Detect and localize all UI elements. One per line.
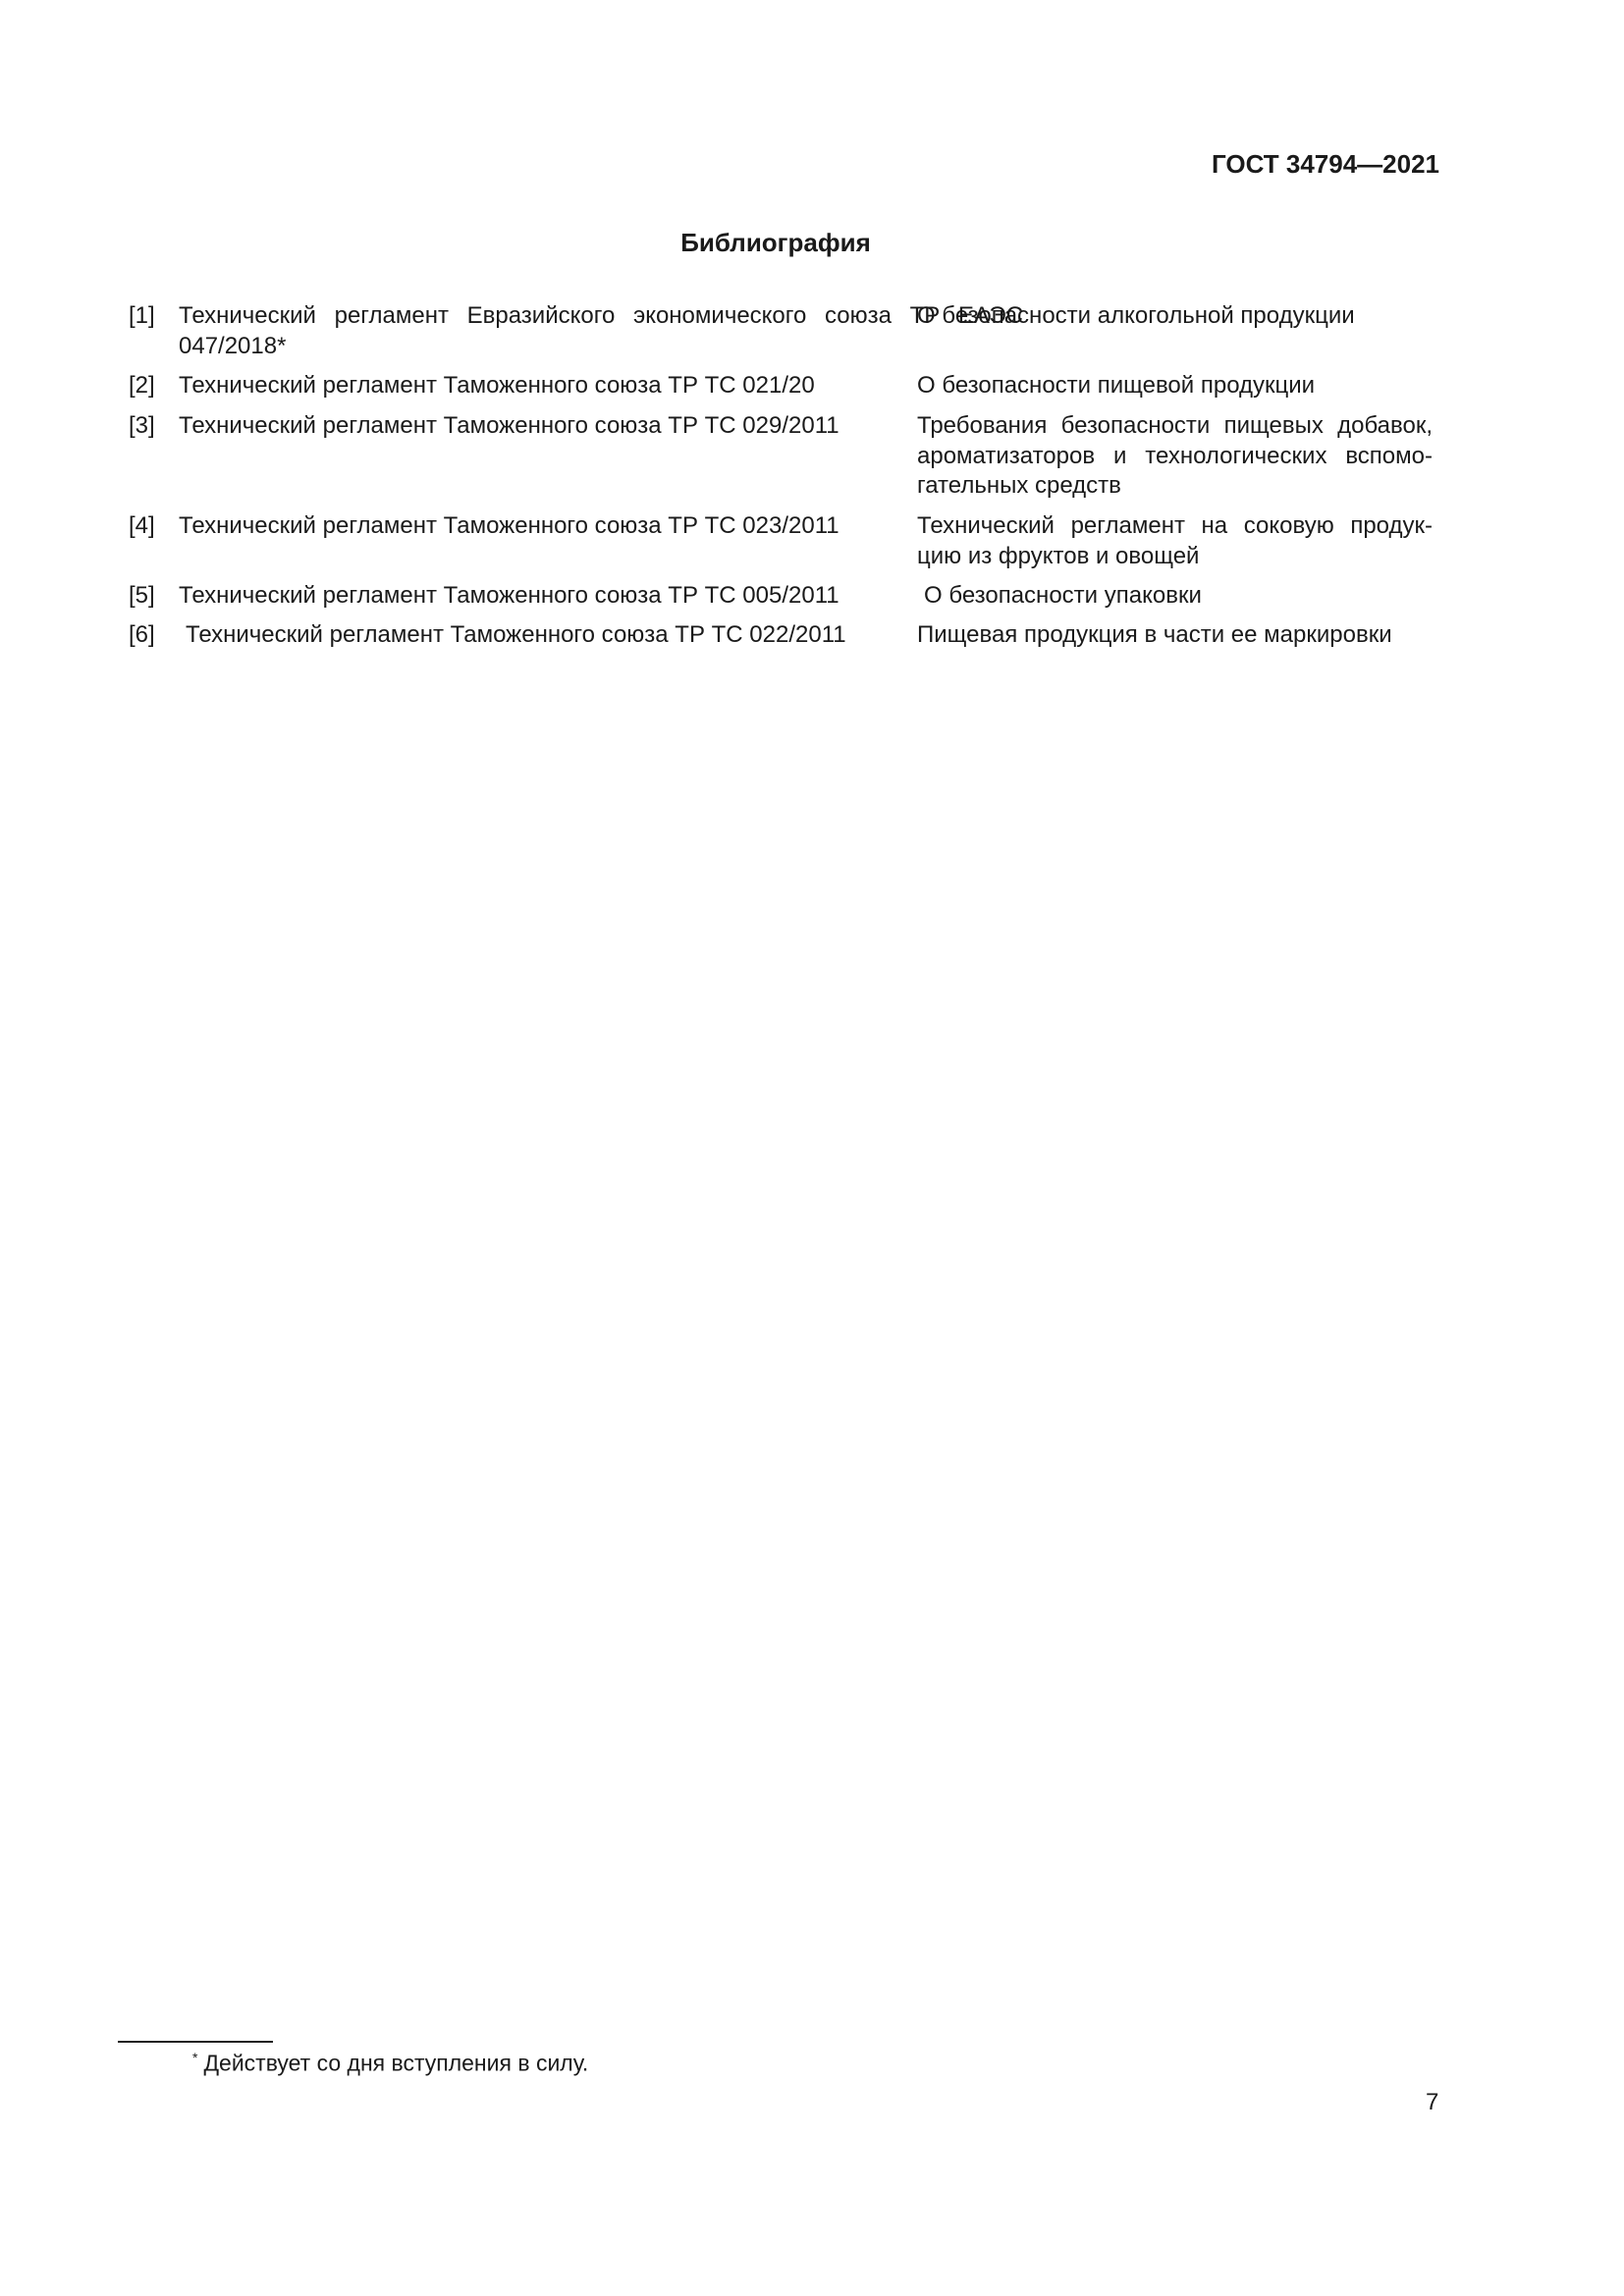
entry-subject: Требования безопасности пищевых добавок, ароматизаторов и технологических вспомо-гательных средств: [917, 412, 1433, 499]
entry-number: [5]: [129, 582, 155, 609]
footnote: [192, 2050, 588, 2077]
entry-subject: Пищевая продукция в части ее маркировки: [917, 621, 1392, 648]
footnote-mark: *: [192, 2050, 198, 2065]
entry-number: [1]: [129, 302, 155, 329]
entry-number: [6]: [129, 621, 155, 648]
entry-number: [2]: [129, 372, 155, 399]
entry-subject: О безопасности упаковки: [924, 582, 1202, 609]
entry-number: [4]: [129, 512, 155, 539]
entry-reference: Технический регламент Таможенного союза ТР ТС 029/2011: [179, 412, 839, 439]
footnote-text: Действует со дня вступления в силу.: [203, 2050, 589, 2076]
document-id-header: ГОСТ 34794—2021: [1212, 149, 1439, 179]
entry-reference: Технический регламент Таможенного союза ТР ТС 023/2011: [179, 512, 839, 539]
footnote-separator: [118, 2041, 273, 2043]
entry-subject: О безопасности алкогольной продукции: [917, 302, 1355, 329]
entry-number: [3]: [129, 412, 155, 439]
entry-subject: Технический регламент на соковую продук-цию из фруктов и овощей: [917, 512, 1433, 569]
entry-reference: Технический регламент Евразийского экономического союза ТР ЕАЭС 047/2018*: [179, 302, 1023, 359]
section-title: Библиография: [680, 228, 871, 257]
entry-subject: О безопасности пищевой продукции: [917, 372, 1316, 399]
entry-reference: Технический регламент Таможенного союза ТР ТС 021/20: [179, 372, 815, 399]
entry-reference: Технический регламент Таможенного союза ТР ТС 022/2011: [186, 621, 846, 648]
page-number: 7: [1426, 2089, 1439, 2115]
entry-reference: Технический регламент Таможенного союза ТР ТС 005/2011: [179, 582, 839, 609]
